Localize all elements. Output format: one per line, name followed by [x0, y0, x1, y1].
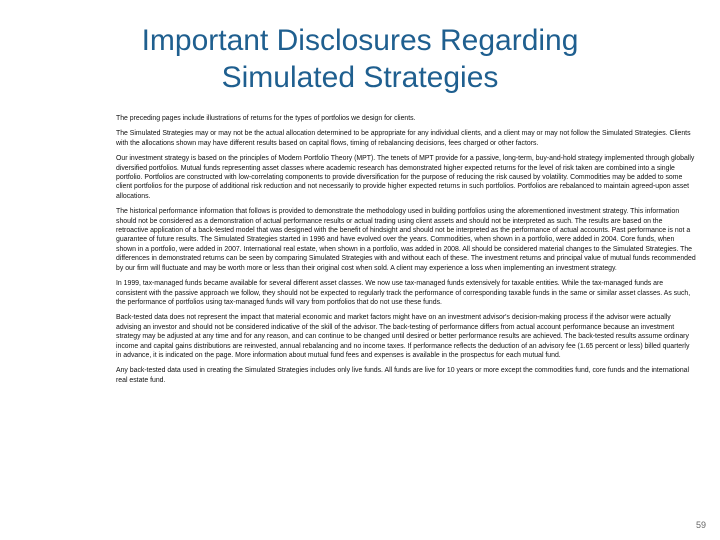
disclosure-paragraph: The Simulated Strategies may or may not be the actual allocation determined to be appropriate for any individual clients, and a client may or may not follow the Simulated Strategies. Clients with the allocations shown may have different results based on capital flows, timing of rebalancing decisions, fees charged or other factors.	[116, 130, 691, 147]
slide-title-line-1: Important Disclosures Regarding	[141, 24, 579, 57]
disclosure-paragraph: Any back-tested data used in creating the Simulated Strategies includes only live funds. All funds are live for 10 years or more except the commodities fund, core funds and the international real estate fund.	[116, 367, 690, 384]
slide-title-line-2: Simulated Strategies	[221, 61, 499, 94]
disclosure-paragraph: In 1999, tax-managed funds became available for several different asset classes. We now use tax-managed funds extensively for taxable entities. While the tax-managed funds are consistent with the passive approach we follow, they should not be expected to regularly track the performance of corresponding taxable funds in the same or similar asset classes. As such, the performance of portfolios using tax-managed funds will vary from portfolios that do not use these funds.	[116, 280, 691, 306]
disclosure-paragraph: Our investment strategy is based on the principles of Modern Portfolio Theory (MPT). The tenets of MPT provide for a passive, long-term, buy-and-hold strategy implemented through globally diversified portfolios. Mutual funds representing asset classes where academic research has demonstrated higher expected returns for the level of risk taken are combined into a single portfolio. Portfolios are constructed with low-correlating components to provide diversification for the purpose of reducing the risk caused by volatility. Commodities may be added to some client portfolios for the purpose of additional risk reduction and not necessarily to provide higher expected returns in such portfolios. Portfolios are rebalanced to maintain agreed-upon asset allocations.	[116, 155, 695, 200]
page-number: 59	[695, 520, 706, 530]
disclosure-body	[116, 114, 696, 391]
slide-title	[60, 22, 660, 96]
disclosure-paragraph: The preceding pages include illustrations of returns for the types of portfolios we design for clients.	[116, 115, 416, 122]
disclosure-paragraph: The historical performance information that follows is provided to demonstrate the methodology used in building portfolios using the aforementioned investment strategy. This information should not be considered as a demonstration of actual performance results or actual trading using client assets and should not be interpreted as such. The results are based on the retroactive application of a back-tested model that was designed with the benefit of hindsight and should not be interpreted as the performance of actual accounts. Past performance is not a guarantee of future results. The Simulated Strategies started in 1996 and have evolved over the years. Commodities, when shown in a portfolio, were added in 2004. Core funds, when shown in a portfolio, were added in 2007. International real estate, when shown in a portfolio, was added in 2008. All should be considered material changes to the Simulated Strategies. The differences in demonstrated returns can be seen by comparing Simulated Strategies with and without each of these. The investment returns and principal value of mutual funds recommended by our firm will fluctuate and may be worth more or less than their original cost when sold. A client may experience a loss when implementing an investment strategy.	[116, 208, 696, 272]
disclosure-paragraph: Back-tested data does not represent the impact that material economic and market factors might have on an investment advisor's decision-making process if the advisor were actually advising an investor and should not be considered indicative of the skill of the advisor. The back-testing of performance differs from actual account performance because an investment strategy may be adjusted at any time and for any reason, and can continue to be changed until desired or better performance results are achieved. The back-tested results assume ordinary income and capital gains distributions are reinvested, annual rebalancing and no income taxes. If performance reflects the deduction of an advisory fee (1.65 percent or less) billed quarterly in advance, it is indicated on the page. More information about mutual fund fees and expenses is available in the prospectus for each mutual fund.	[116, 314, 690, 359]
